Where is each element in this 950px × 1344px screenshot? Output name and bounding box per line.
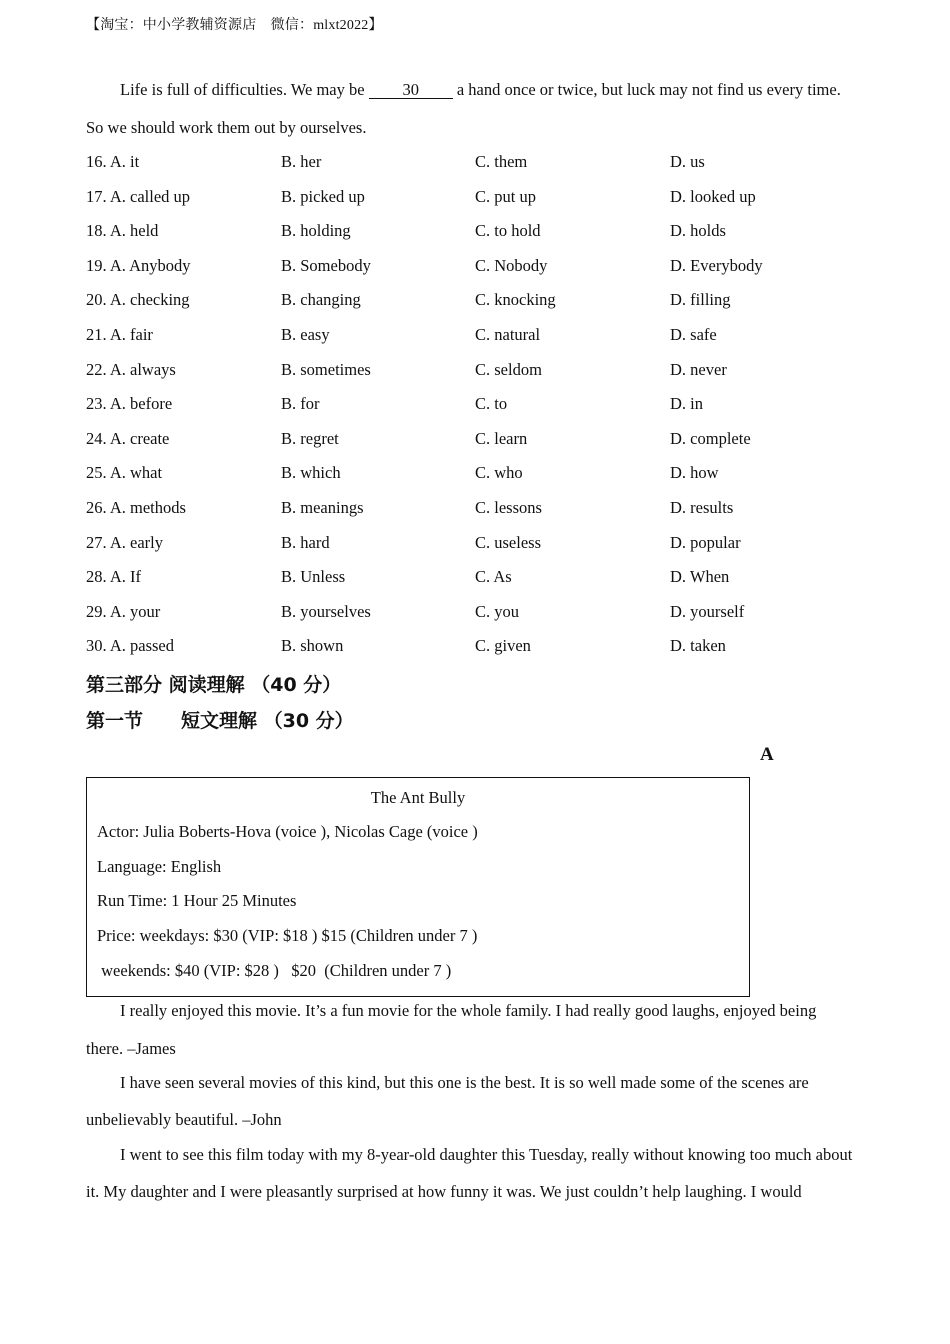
option-c: C. useless <box>475 532 541 552</box>
review-line: unbelievably beautiful. –John <box>86 1110 282 1129</box>
option-a: 25. A. what <box>86 463 163 483</box>
option-row <box>86 533 886 555</box>
option-a: 22. A. always <box>86 359 176 379</box>
option-c: C. Nobody <box>475 255 548 275</box>
option-b: B. yourselves <box>281 601 371 621</box>
option-row <box>86 429 886 451</box>
option-b: B. Somebody <box>281 255 371 275</box>
option-row <box>86 360 886 382</box>
option-b: B. meanings <box>281 498 364 517</box>
option-d: D. safe <box>670 325 717 344</box>
option-row <box>86 498 886 520</box>
option-b: B. shown <box>281 636 344 656</box>
option-c: C. knocking <box>475 290 556 310</box>
option-a: 17. A. called up <box>86 186 191 206</box>
option-a: 27. A. early <box>86 532 163 552</box>
section1-title <box>86 706 354 733</box>
review-line: I have seen several movies of this kind, but this one is the best. It is so well made some of the scenes are <box>120 1073 809 1092</box>
option-c: C. to <box>475 394 508 414</box>
option-row <box>86 602 886 624</box>
movie-price-weekdays: Price: weekdays: $30 (VIP: $18 ) $15 (Children under 7 ) <box>97 926 478 945</box>
option-a: 21. A. fair <box>86 325 153 344</box>
review-line: I went to see this film today with my 8-year-old daughter this Tuesday, really without knowing too much about <box>120 1145 853 1164</box>
option-row <box>86 394 886 416</box>
passage-line <box>120 80 841 100</box>
section1-number: 第一节 <box>86 710 144 732</box>
option-b: B. Unless <box>281 567 346 587</box>
option-d: D. how <box>670 463 719 483</box>
part3-title: 第三部分 阅读理解 （40 分） <box>86 674 342 696</box>
option-c: C. learn <box>475 428 528 448</box>
option-row <box>86 290 886 312</box>
option-b: B. changing <box>281 290 361 310</box>
option-c: C. who <box>475 463 523 483</box>
option-d: D. holds <box>670 221 726 241</box>
movie-price-weekends: weekends: $40 (VIP: $28 ) $20 (Children under 7 ) <box>97 961 452 980</box>
option-row <box>86 187 886 209</box>
option-d: D. yourself <box>670 601 745 621</box>
option-b: B. regret <box>281 428 339 448</box>
review-line: I really enjoyed this movie. It’s a fun movie for the whole family. I had really good laughs, enjoyed being <box>120 1001 817 1020</box>
option-row <box>86 325 886 347</box>
option-b: B. easy <box>281 325 330 344</box>
option-c: C. seldom <box>475 359 542 379</box>
option-b: B. her <box>281 152 322 171</box>
option-c: C. As <box>475 567 512 587</box>
option-a: 18. A. held <box>86 221 159 241</box>
movie-actor: Actor: Julia Boberts-Hova (voice ), Nicolas Cage (voice ) <box>97 822 478 841</box>
option-d: D. Everybody <box>670 255 763 275</box>
option-c: C. to hold <box>475 221 541 241</box>
option-d: D. us <box>670 152 705 171</box>
option-b: B. which <box>281 463 341 483</box>
option-a: 30. A. passed <box>86 636 174 656</box>
option-row <box>86 636 886 658</box>
option-c: C. put up <box>475 186 536 206</box>
option-a: 23. A. before <box>86 394 173 414</box>
option-a: 28. A. If <box>86 567 141 587</box>
movie-info-box <box>86 777 750 997</box>
option-d: D. popular <box>670 532 741 552</box>
option-d: D. When <box>670 567 730 587</box>
movie-language: Language: English <box>97 857 222 876</box>
option-c: C. you <box>475 601 520 621</box>
option-b: B. for <box>281 394 320 414</box>
option-d: D. looked up <box>670 186 756 206</box>
option-row <box>86 221 886 243</box>
option-c: C. given <box>475 636 531 656</box>
option-a: 19. A. Anybody <box>86 255 191 275</box>
option-row <box>86 152 886 174</box>
review-line: it. My daughter and I were pleasantly surprised at how funny it was. We just couldn’t help laughing. I would <box>86 1182 802 1201</box>
movie-runtime: Run Time: 1 Hour 25 Minutes <box>97 891 297 910</box>
section1-name: 短文理解 （30 分） <box>181 710 354 732</box>
option-d: D. never <box>670 359 727 379</box>
page-header: 【淘宝：中小学教辅资源店 微信：mlxt2022】 <box>86 18 383 33</box>
option-row <box>86 463 886 485</box>
option-a: 20. A. checking <box>86 290 190 310</box>
option-d: D. filling <box>670 290 731 310</box>
option-c: C. lessons <box>475 498 542 517</box>
option-a: 16. A. it <box>86 152 140 171</box>
option-row <box>86 256 886 278</box>
option-b: B. holding <box>281 221 351 241</box>
option-c: C. natural <box>475 325 541 344</box>
option-b: B. sometimes <box>281 359 371 379</box>
option-d: D. taken <box>670 636 726 656</box>
option-a: 24. A. create <box>86 428 170 448</box>
option-d: D. complete <box>670 428 751 448</box>
option-c: C. them <box>475 152 528 171</box>
answer-blank: 30 <box>369 81 453 99</box>
option-b: B. picked up <box>281 186 365 206</box>
review-line: there. –James <box>86 1039 176 1058</box>
option-a: 26. A. methods <box>86 498 186 517</box>
option-b: B. hard <box>281 532 330 552</box>
option-a: 29. A. your <box>86 601 161 621</box>
passage-line: So we should work them out by ourselves. <box>86 118 367 137</box>
option-row <box>86 567 886 589</box>
option-d: D. results <box>670 498 734 517</box>
passage-text: a hand once or twice, but luck may not find us every time. <box>452 80 841 99</box>
passage-letter: A <box>760 744 774 765</box>
option-d: D. in <box>670 394 703 414</box>
movie-title: The Ant Bully <box>370 788 466 807</box>
passage-text: Life is full of difficulties. We may be <box>120 80 369 99</box>
